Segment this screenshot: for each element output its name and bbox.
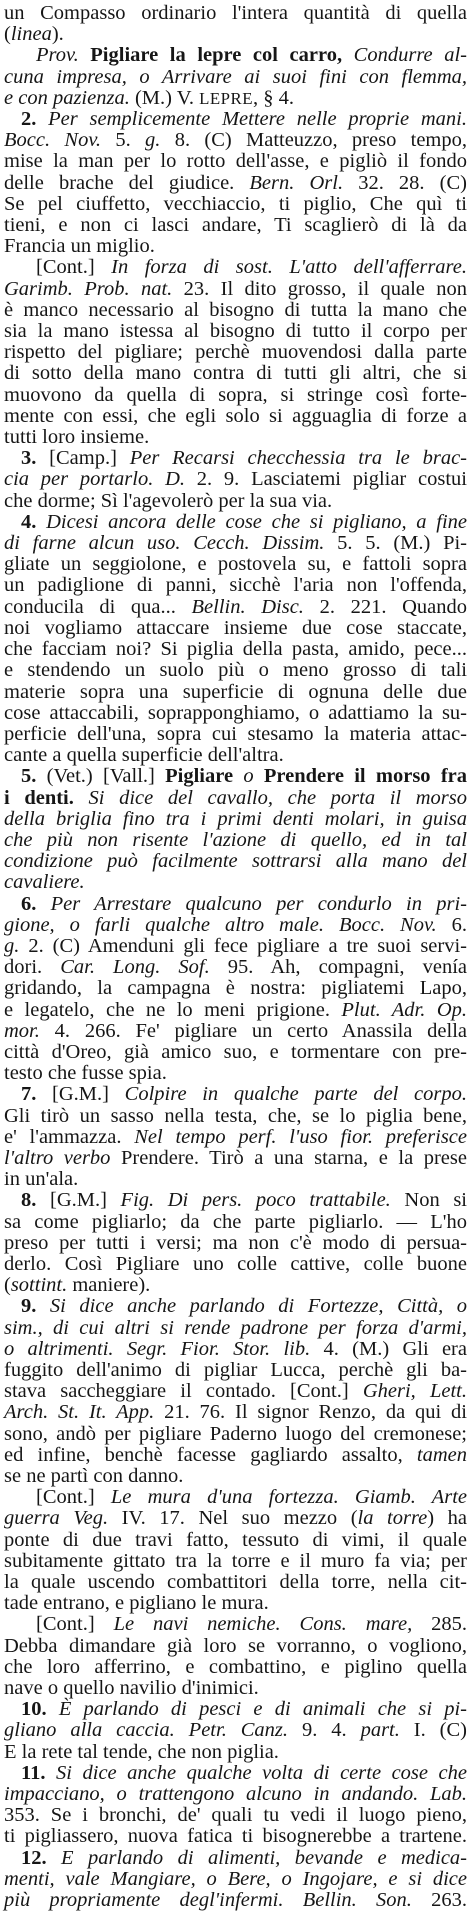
definition-text: gliano alla caccia. Petr. Canz. <box>4 1719 289 1742</box>
text-line: la quale uscendo combattitori della torre, nella cit- <box>4 1571 467 1594</box>
definition-text: Si dice anche qualche volta di certe cose che <box>45 1761 467 1784</box>
text-line: tieni, e non ci lasci andare, Ti scaglierò di là da <box>4 214 467 237</box>
text-line: Francia un miglio. <box>4 235 155 258</box>
text-line <box>4 45 467 66</box>
text-line: perficie dell'una, sopra cui stesamo la materia attac- <box>4 722 467 745</box>
text-line <box>4 1890 467 1911</box>
text-line <box>4 109 467 130</box>
definition-text: In forza di sost. L'atto dell'afferrare. <box>94 256 467 279</box>
quotation-text: Non si <box>390 1189 467 1212</box>
text-line <box>4 957 467 978</box>
text-line: un padiglione di panni, sicchè l'aria non l'offenda, <box>4 574 467 597</box>
sense-number: 2. <box>21 108 37 131</box>
citation-source: Car. Long. Sof. <box>60 956 210 979</box>
quotation-text: 2. 9. Lasciatemi pigliar costui <box>185 468 467 491</box>
cross-reference: LEPRE <box>199 88 253 108</box>
definition-text: e con pazienza. <box>4 86 130 109</box>
text-line: e stendendo un suolo più o meno grosso di tali <box>4 659 467 682</box>
quotation-text: 23. Il dito grosso, il quale non <box>172 277 467 300</box>
source-tag: [G.M.] <box>36 1189 121 1212</box>
text-line: mise la man per lo rotto dell'asse, e pigliò il fondo <box>4 150 467 173</box>
source-tag: [Cont.] <box>36 1486 95 1509</box>
text-line: che dorme; Sì l'agevolerò per la sua via. <box>4 489 333 512</box>
text-line: città d'Oreo, già amico suo, e tormentare con pre- <box>4 1040 467 1063</box>
text-line <box>4 130 467 151</box>
text-line <box>4 1148 467 1169</box>
text-line: muovono da quella di sopra, si stringe così forte- <box>4 383 467 406</box>
text-line: sim., di cui altri si rende padrone per forza d'armi, <box>4 1316 467 1339</box>
citation-source: Bern. Orl. <box>249 171 344 194</box>
quotation-text: IV. 17. Nel suo mezzo ( <box>108 1507 358 1530</box>
text-line <box>4 1487 467 1508</box>
text-line <box>4 1614 467 1635</box>
text-line <box>4 915 467 936</box>
text-line: che facciam noi? Si piglia della pasta, amido, pece... <box>4 638 467 661</box>
quotation-text: 21. 76. Il signor Renzo, da qui di <box>154 1401 467 1424</box>
text-line: derlo. Così Pigliare uno colle cattive, colle buone <box>4 1252 467 1275</box>
definition-text: Dicesi ancora delle cose che si pigliano, a fine <box>36 510 467 533</box>
definition-text: Si dice anche parlando di Fortezze, Città, o <box>36 1295 467 1318</box>
quotation-text: dori. <box>4 956 61 979</box>
citation-ref: I. (C) <box>399 1719 468 1742</box>
text-line: cavaliere. <box>4 871 85 894</box>
quotation-text: conducila di qua... <box>4 595 192 618</box>
sense-number: 10. <box>21 1698 47 1721</box>
text-line <box>4 24 467 45</box>
text-line <box>4 1190 467 1211</box>
text-line <box>4 1296 467 1317</box>
text-line <box>4 1699 467 1720</box>
quotation-text: 4. 266. Fe' pigliare un certo Anassila della <box>39 1019 467 1042</box>
headword-phrase: i denti. <box>4 786 74 809</box>
text-line <box>4 512 467 533</box>
definition-text: È parlando di pesci e di animali che si pi- <box>46 1698 467 1721</box>
definition-text: Nel tempo perf. l'uso fior. preferisce <box>134 1125 468 1148</box>
text-line <box>4 1339 467 1360</box>
sense-number: 3. <box>21 447 37 470</box>
text-line <box>4 1763 467 1784</box>
citation-source: part. <box>360 1719 400 1742</box>
sense-number: 12. <box>21 1846 47 1869</box>
text-line <box>4 788 467 809</box>
definition-text: Le navi nemiche. Cons. mare, <box>94 1613 413 1636</box>
text-line: noi vogliamo attaccare insieme due cose staccate, <box>4 616 467 639</box>
text-line: fuggito dell'animo di pigliar Lucca, perchè gli ba- <box>4 1359 467 1381</box>
text-line: E la rete tal tende, che non piglia. <box>4 1740 279 1763</box>
text-line: cante a quella superficie dell'altra. <box>4 744 284 767</box>
text-line: che più non risente l'azione di quello, ed in tal <box>4 828 467 851</box>
text-line: tutti loro insieme. <box>4 426 150 449</box>
quotation-text: la torre <box>357 1507 428 1530</box>
citation-ref: 6. <box>436 913 468 936</box>
sense-number: 6. <box>21 892 37 915</box>
definition-text: Per Recarsi checchessia tra le brac- <box>129 447 467 470</box>
text-line: menti, vale Mangiare, o Bere, o Ingojare, e si dice <box>4 1867 467 1890</box>
citation-source: Gheri, Lett. <box>362 1380 467 1403</box>
text-line: Gli tirò un sasso nella testa, che, se lo piglia bene, <box>4 1104 467 1127</box>
text-line: tade entrano, e pigliano le mura. <box>4 1592 269 1615</box>
text-line: condizione può facilmente sottrarsi alla mano del <box>4 850 467 873</box>
text-line: 353. Se i bronchi, de' quali tu vedi il luogo pieno, <box>4 1804 467 1827</box>
text-line: in un'ala. <box>4 1168 79 1191</box>
quotation-text: e' l'ammazza. <box>4 1125 135 1148</box>
text-line <box>4 894 467 915</box>
text-line <box>4 173 467 194</box>
sense-number: 8. <box>21 1189 37 1212</box>
citation-ref: 285. <box>412 1613 467 1636</box>
sense-number: 4. <box>21 510 37 533</box>
text-line: Debba dimandare già loro se vorranno, o vogliono, <box>4 1634 467 1657</box>
quotation-text: ( <box>4 1274 11 1297</box>
citation-ref: 32. 28. (C) <box>343 171 467 194</box>
quotation-text: e legatelo, che ne lo meni prigione. <box>4 998 342 1021</box>
text-line <box>4 936 467 957</box>
quotation-text: 2. 221. Quando <box>303 595 467 618</box>
definition-text: o altrimenti. Segr. Fior. Stor. lib. <box>4 1337 311 1360</box>
citation-source: Prov. <box>36 44 79 67</box>
citation-ref: 5. <box>101 129 146 152</box>
text-line: subitamente gittato tra la torre e il muro fa via; per <box>4 1549 467 1572</box>
text-line <box>4 279 467 300</box>
sense-number: 9. <box>21 1295 37 1318</box>
text-line <box>4 1084 467 1105</box>
text-line: mente con essi, che egli solo si agguaglia di forze a <box>4 404 467 427</box>
text-line: nave o quello navilio d'inimici. <box>4 1677 259 1700</box>
text-line <box>4 1720 467 1741</box>
quotation-text: delle brache del giudice. <box>4 171 250 194</box>
source-tag: [Camp.] <box>36 447 130 470</box>
text-line: della briglia fino tra i primi denti molari, in guisa <box>4 807 467 830</box>
definition-text: Si dice del cavallo, che porta il morso <box>73 786 467 809</box>
headword-phrase: Prendere il morso fra <box>263 765 468 788</box>
definition-text: gione, o farli qualche altro male. Bocc. Nov. <box>4 913 437 936</box>
quotation-text: tamen <box>416 1443 467 1466</box>
text-line <box>4 1402 467 1423</box>
source-tag: (Vet.) [Vall.] <box>36 765 166 788</box>
citation-source: Bellin. Disc. <box>191 595 304 618</box>
text-line: sia la mano istessa al bisogno di tutto il corpo per <box>4 320 467 343</box>
text-line <box>4 1381 467 1402</box>
text-line <box>4 1848 467 1869</box>
text-line: Se pel ciuffetto, vecchiaccio, ti piglio, Che quì ti <box>4 192 467 215</box>
sense-number: 7. <box>21 1083 37 1106</box>
text-line: è manco necessario al bisogno di tutta la mano che <box>4 298 467 321</box>
definition-text: di farne alcun uso. Cecch. Dissim. <box>4 532 325 555</box>
definition-text: Fig. Di pers. poco trattabile. <box>120 1189 391 1212</box>
text-line: cose attaccabili, soprapponghiamo, o adattiamo la su- <box>4 701 467 724</box>
text-line <box>4 766 467 787</box>
definition-text: Condurre al- <box>342 44 467 67</box>
citation-source: guerra Veg. <box>4 1507 109 1530</box>
text-line: preso per tutti i versi; ma non c'è modo di persua- <box>4 1231 467 1254</box>
text-line <box>4 533 467 554</box>
sense-number: 11. <box>21 1761 46 1784</box>
text-line: testo che fusse spia. <box>4 1062 167 1085</box>
quotation-text: ( <box>4 23 11 46</box>
source-tag: [Cont.] <box>36 256 95 279</box>
text-line <box>4 1021 467 1042</box>
text-line: impacciano, o trattengono alcuno in andando. Lab. <box>4 1783 467 1806</box>
quotation-text: 95. Ah, compagni, venía <box>209 956 467 979</box>
definition-text: linea <box>10 23 52 46</box>
sense-number: 5. <box>21 765 37 788</box>
citation-source: Garimb. Prob. nat. <box>4 277 173 300</box>
text-line <box>4 597 467 618</box>
text-line <box>4 257 467 278</box>
text-line: cuna impresa, o Arrivare ai suoi fini con flemma, <box>4 65 467 88</box>
definition-text: o <box>233 765 264 788</box>
quotation-text: ed infine, benchè facesse gagliardo assalto, <box>4 1443 417 1466</box>
text-line: sa come pigliarlo; da che parte pigliarlo. — L'ho <box>4 1210 467 1233</box>
text-line <box>4 1000 467 1021</box>
quotation-text: 5. 5. (M.) Pi- <box>324 532 467 555</box>
quotation-text: maniere). <box>67 1274 151 1297</box>
definition-text: Per semplicemente Mettere nelle proprie mani. <box>36 108 467 131</box>
headword-phrase: Pigliare <box>165 765 234 788</box>
text-line: un Compasso ordinario l'intera quantità di quella <box>4 2 467 24</box>
citation-ref: (M.) V. <box>129 86 200 109</box>
headword-phrase: Pigliare la lepre col carro, <box>78 44 343 67</box>
text-line: ti pigliassero, nuova fatica ti bisognerebbe a trartene. <box>4 1825 467 1848</box>
definition-text: Colpire in qualche parte del corpo. <box>124 1083 467 1106</box>
quotation-text: stava saccheggiare il contado. [Cont.] <box>4 1380 363 1403</box>
definition-text: l'altro verbo <box>4 1146 111 1169</box>
text-line <box>4 1445 467 1466</box>
source-tag: [Cont.] <box>36 1613 95 1636</box>
definition-text: E parlando di alimenti, bevande e medica- <box>46 1846 467 1869</box>
text-line: rispetto del pigliare; perchè muovendosi dalla parte <box>4 341 467 364</box>
citation-source: mor. <box>4 1019 40 1042</box>
citation-source: g. <box>145 129 161 152</box>
quotation-text: 4. (M.) Gli era <box>310 1337 467 1360</box>
text-line <box>4 469 467 490</box>
citation-source: Bocc. Nov. <box>4 129 102 152</box>
text-line: di sotto della mano contra di tutti gli altri, che si <box>4 362 467 385</box>
text-line: ponte di due travi fatto, tessuto di vimi, il quale <box>4 1528 467 1551</box>
text-line: se ne partì con danno. <box>4 1465 184 1488</box>
definition-text: Le mura d'una fortezza. Giamb. Arte <box>94 1486 467 1509</box>
quotation-text: 2. (C) Amenduni gli fece pigliare a tre suoi servi- <box>19 934 467 957</box>
definition-text: più propriamente degl'infermi. Bellin. Son. <box>4 1889 412 1912</box>
text-line <box>4 1508 467 1529</box>
text-line <box>4 1275 467 1296</box>
citation-source: g. <box>4 934 20 957</box>
citation-ref: 263. <box>411 1889 468 1912</box>
text-line <box>4 88 467 109</box>
quotation-text: ) ha <box>427 1507 468 1530</box>
definition-text: sottint. <box>10 1274 68 1297</box>
quotation-text: Prendere. Tirò a una starna, e la prese <box>110 1146 467 1169</box>
citation-ref: 9. 4. <box>288 1719 361 1742</box>
text-line <box>4 448 467 469</box>
quotation-text: 8. (C) Matteuzzo, preso tempo, <box>160 129 468 152</box>
text-line: sono, andò per pigliare Paderno luogo del cremonese; <box>4 1422 467 1445</box>
text-line <box>4 1127 467 1148</box>
definition-text: Per Arrestare qualcuno per condurlo in pri- <box>36 892 467 915</box>
text-line: gliate un seggiolone, e postovela su, e fattoli sopra <box>4 553 467 576</box>
citation-source: Arch. St. It. App. <box>4 1401 155 1424</box>
citation-ref: , § 4. <box>253 86 294 109</box>
quotation-text: ). <box>51 23 64 46</box>
text-line: che loro afferrino, e combattino, e piglino quella <box>4 1655 467 1678</box>
source-tag: [G.M.] <box>36 1083 125 1106</box>
definition-text: cia per portarlo. D. <box>4 468 186 491</box>
text-line: gridando, la campagna è nostra: pigliatemi Lapo, <box>4 977 467 1000</box>
citation-source: Plut. Adr. Op. <box>341 998 467 1021</box>
text-line: materie sopra una superficie di ognuna delle due <box>4 680 467 703</box>
